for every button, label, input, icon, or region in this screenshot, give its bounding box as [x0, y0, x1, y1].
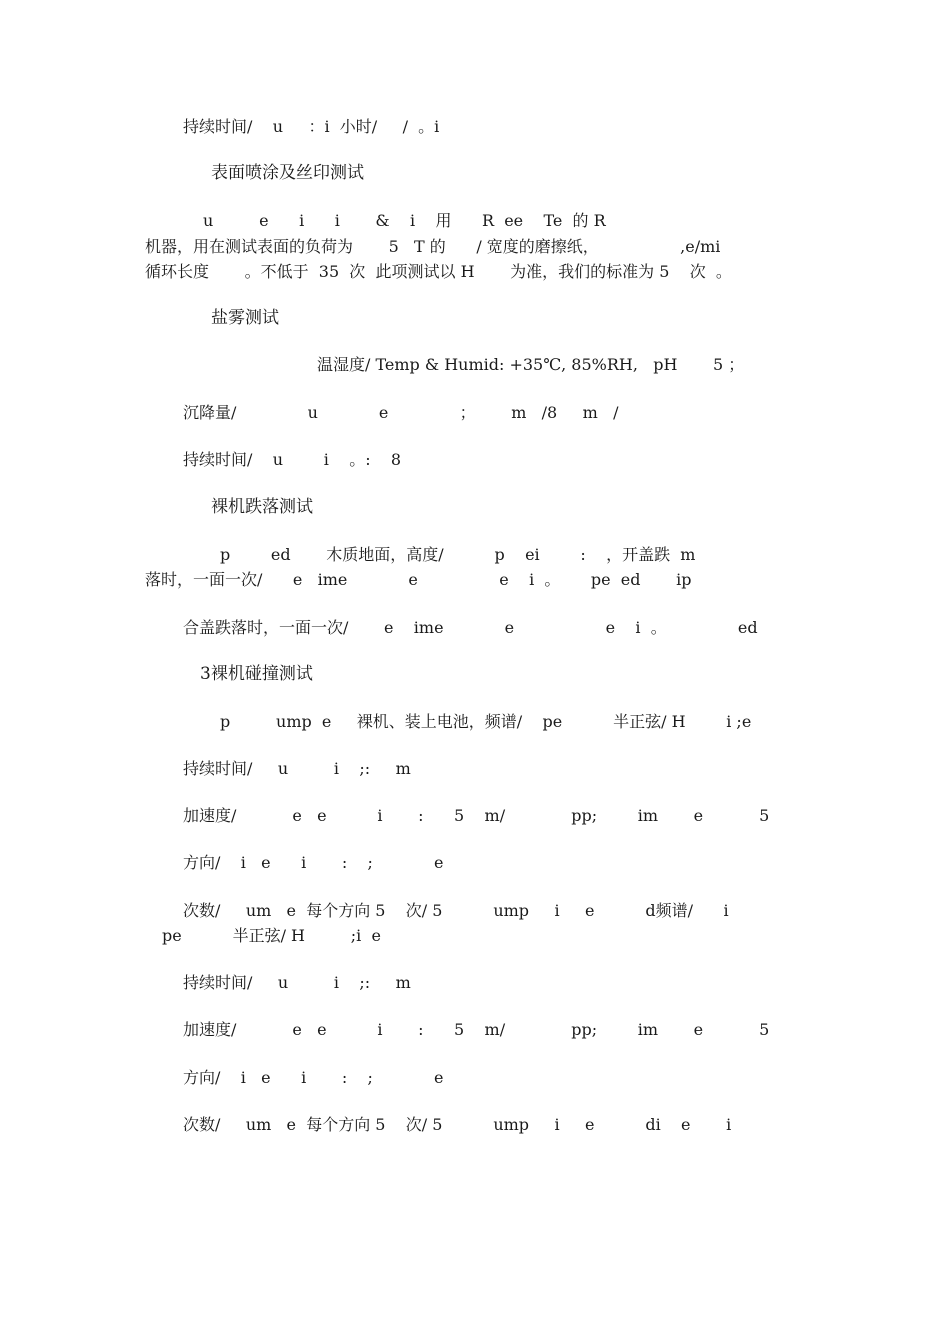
- acceleration-line-1: 加速度/ e e i : 5 m/ pp; im e 5: [183, 806, 770, 825]
- count-line-1: 次数/ um e 每个方向 5 次/ 5 ump i e d频谱/ i: [183, 901, 729, 920]
- text-line: 落时，一面一次/ e ime e e i 。 pe ed ip: [145, 570, 692, 589]
- text-line: pe 半正弦/ H ;i e: [162, 926, 381, 945]
- duration-line-2: 持续时间/ u i 。: 8: [183, 450, 402, 469]
- duration-line-3: 持续时间/ u i ;: m: [183, 759, 411, 778]
- section-heading-salt-spray: 盐雾测试: [211, 308, 279, 328]
- text-line: 循环长度 。不低于 35 次 此项测试以 H 为准，我们的标准为 5 次 。: [145, 262, 732, 281]
- text-line: u e i i & i 用 R ee Te 的 R: [203, 211, 606, 230]
- text-line: p ed 木质地面，高度/ p ei : ，开盖跌 m: [220, 545, 696, 564]
- section-heading-spray-print: 表面喷涂及丝印测试: [211, 163, 364, 183]
- text-line: p ump e 裸机、装上电池，频谱/ pe 半正弦/ H i ;e: [220, 712, 752, 731]
- temp-humid-line: 温湿度/ Temp & Humid: +35℃, 85%RH, pH 5 ；: [317, 355, 745, 374]
- section-heading-bump-test: 3裸机碰撞测试: [200, 664, 313, 684]
- duration-line-1: 持续时间/ u ：i 小时/ / 。i: [183, 117, 440, 136]
- count-line-2: 次数/ um e 每个方向 5 次/ 5 ump i e di e i: [183, 1115, 732, 1134]
- direction-line-1: 方向/ i e i : ; e: [183, 853, 444, 872]
- acceleration-line-2: 加速度/ e e i : 5 m/ pp; im e 5: [183, 1020, 770, 1039]
- sedimentation-line: 沉降量/ u e ； m /8 m /: [183, 403, 619, 422]
- direction-line-2: 方向/ i e i : ; e: [183, 1068, 444, 1087]
- section-heading-drop-test: 裸机跌落测试: [211, 497, 313, 517]
- text-line: 机器，用在测试表面的负荷为 5 T 的 / 宽度的磨擦纸， ,e/mi: [145, 237, 721, 256]
- text-line: 合盖跌落时，一面一次/ e ime e e i 。 ed: [183, 618, 758, 637]
- duration-line-4: 持续时间/ u i ;: m: [183, 973, 411, 992]
